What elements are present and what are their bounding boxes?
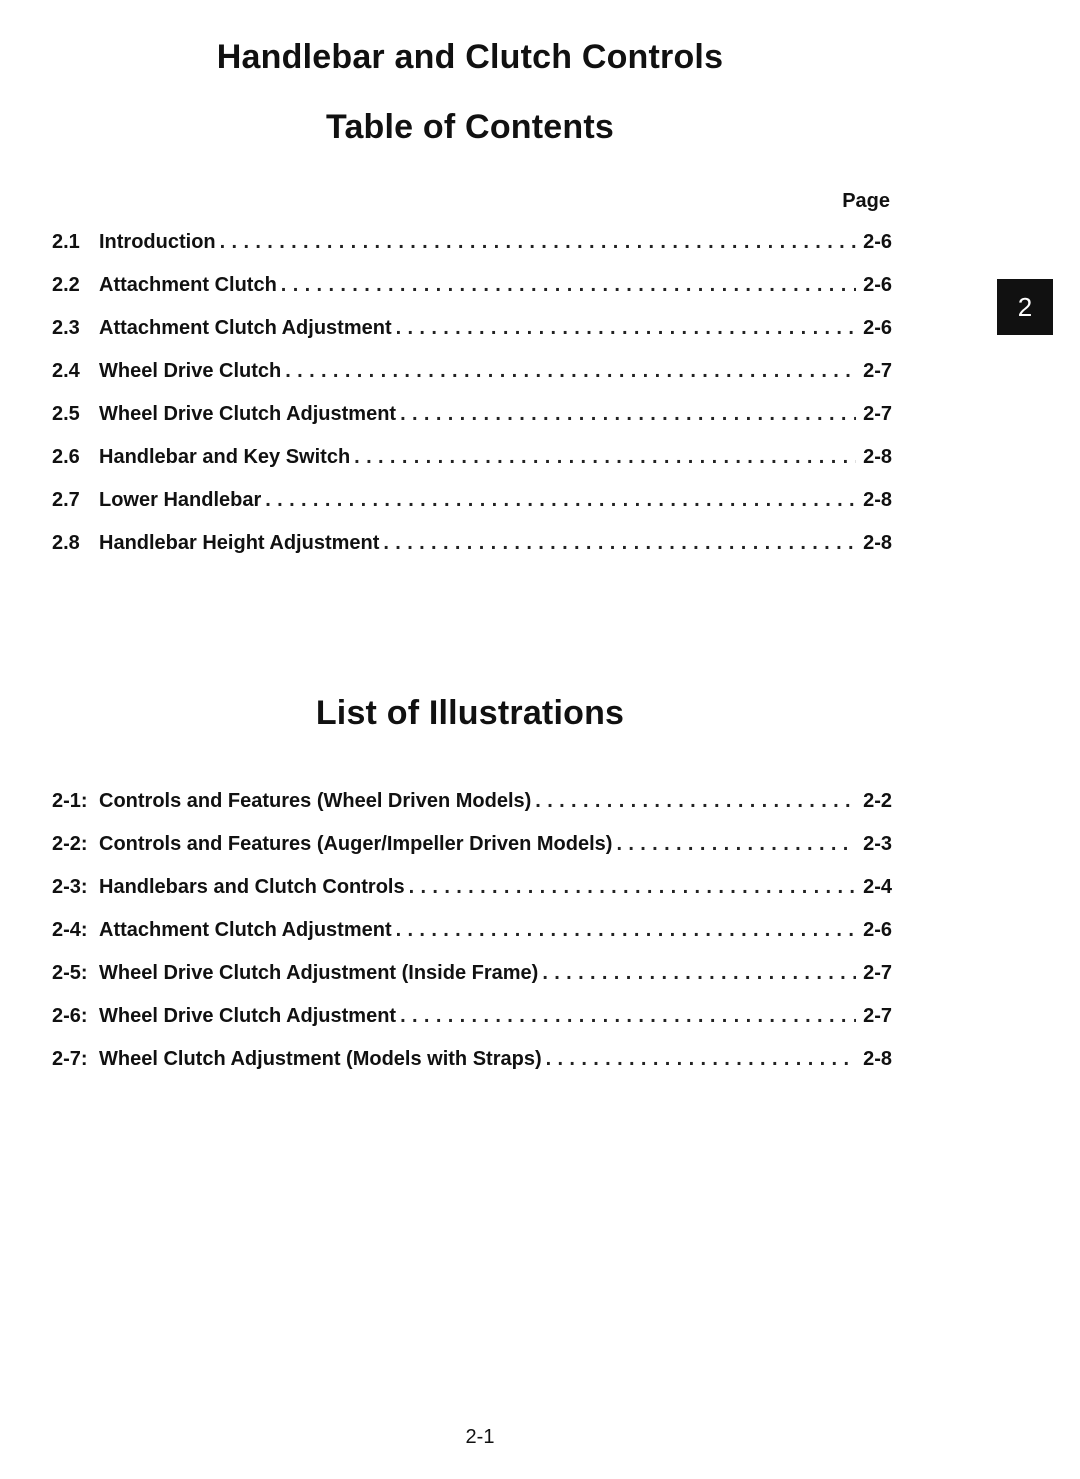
toc-entry-title: Handlebar Height Adjustment xyxy=(99,532,380,554)
dot-leader xyxy=(409,876,856,899)
toc-entry-page: 2-8 xyxy=(863,532,892,554)
dot-leader xyxy=(542,962,856,985)
toc-entry-number: 2.6 xyxy=(52,446,80,468)
page-number: 2-1 xyxy=(465,1426,495,1448)
dot-leader xyxy=(546,1048,856,1071)
dot-leader xyxy=(285,360,856,383)
document-title: Handlebar and Clutch Controls xyxy=(216,38,724,76)
dot-leader xyxy=(616,833,856,856)
illustration-entry-number: 2-7: xyxy=(52,1048,88,1070)
illustration-entry-number: 2-6: xyxy=(52,1005,88,1027)
toc-entry-title: Handlebar and Key Switch xyxy=(99,446,351,468)
toc-entry-number: 2.3 xyxy=(52,317,80,339)
illustration-entry-page: 2-2 xyxy=(863,790,892,812)
illustration-entry-page: 2-4 xyxy=(863,876,892,898)
toc-entry-number: 2.1 xyxy=(52,231,80,253)
dot-leader xyxy=(265,489,856,512)
illustration-entry-number: 2-1: xyxy=(52,790,88,812)
dot-leader xyxy=(400,1005,856,1028)
dot-leader xyxy=(354,446,856,469)
illustration-entry-page: 2-3 xyxy=(863,833,892,855)
illustration-entry[interactable] xyxy=(52,876,892,919)
illustration-entry-title: Handlebars and Clutch Controls xyxy=(99,876,405,898)
illustrations-heading: List of Illustrations xyxy=(315,694,625,732)
toc-entry-page: 2-7 xyxy=(863,360,892,382)
illustration-entry-number: 2-5: xyxy=(52,962,88,984)
dot-leader xyxy=(220,231,856,254)
toc-entry-title: Attachment Clutch Adjustment xyxy=(99,317,392,339)
toc-entry[interactable] xyxy=(52,532,892,575)
illustration-entry-number: 2-4: xyxy=(52,919,88,941)
toc-entry[interactable] xyxy=(52,446,892,489)
illustration-entry-page: 2-7 xyxy=(863,962,892,984)
toc-list xyxy=(52,231,892,575)
toc-entry[interactable] xyxy=(52,489,892,532)
illustration-entry[interactable] xyxy=(52,962,892,1005)
toc-entry-page: 2-6 xyxy=(863,231,892,253)
toc-entry-page: 2-6 xyxy=(863,274,892,296)
toc-entry[interactable] xyxy=(52,317,892,360)
illustration-entry-title: Wheel Clutch Adjustment (Models with Straps) xyxy=(99,1048,542,1070)
dot-leader xyxy=(396,317,856,340)
toc-entry-number: 2.4 xyxy=(52,360,80,382)
illustration-entry-number: 2-2: xyxy=(52,833,88,855)
toc-entry-page: 2-8 xyxy=(863,446,892,468)
illustration-entry-title: Controls and Features (Auger/Impeller Driven Models) xyxy=(99,833,613,855)
illustration-entry-page: 2-6 xyxy=(863,919,892,941)
toc-entry[interactable] xyxy=(52,360,892,403)
illustration-entry-page: 2-8 xyxy=(863,1048,892,1070)
toc-entry-title: Lower Handlebar xyxy=(99,489,262,511)
toc-entry[interactable] xyxy=(52,403,892,446)
toc-entry-number: 2.5 xyxy=(52,403,80,425)
toc-entry-page: 2-7 xyxy=(863,403,892,425)
illustration-entry[interactable] xyxy=(52,919,892,962)
illustration-entry[interactable] xyxy=(52,790,892,833)
toc-entry-title: Introduction xyxy=(99,231,216,253)
page-column-label: Page xyxy=(842,190,890,212)
toc-entry-title: Wheel Drive Clutch xyxy=(99,360,282,382)
toc-entry-title: Wheel Drive Clutch Adjustment xyxy=(99,403,397,425)
toc-entry-page: 2-6 xyxy=(863,317,892,339)
illustration-entry[interactable] xyxy=(52,833,892,876)
dot-leader xyxy=(383,532,856,555)
toc-entry-title: Attachment Clutch xyxy=(99,274,277,296)
illustration-entry-title: Attachment Clutch Adjustment xyxy=(99,919,392,941)
toc-entry-page: 2-8 xyxy=(863,489,892,511)
toc-entry-number: 2.8 xyxy=(52,532,80,554)
toc-entry[interactable] xyxy=(52,274,892,317)
illustrations-list xyxy=(52,790,892,1091)
toc-entry-number: 2.2 xyxy=(52,274,80,296)
dot-leader xyxy=(535,790,856,813)
dot-leader xyxy=(396,919,856,942)
toc-entry-number: 2.7 xyxy=(52,489,80,511)
toc-heading: Table of Contents xyxy=(326,108,614,146)
illustration-entry-page: 2-7 xyxy=(863,1005,892,1027)
illustration-entry-title: Controls and Features (Wheel Driven Models) xyxy=(99,790,532,812)
toc-entry[interactable] xyxy=(52,231,892,274)
illustration-entry-number: 2-3: xyxy=(52,876,88,898)
illustration-entry-title: Wheel Drive Clutch Adjustment xyxy=(99,1005,397,1027)
illustration-entry-title: Wheel Drive Clutch Adjustment (Inside Frame) xyxy=(99,962,539,984)
dot-leader xyxy=(281,274,856,297)
dot-leader xyxy=(400,403,856,426)
illustration-entry[interactable] xyxy=(52,1005,892,1048)
section-tab-marker: 2 xyxy=(997,279,1053,335)
illustration-entry[interactable] xyxy=(52,1048,892,1091)
